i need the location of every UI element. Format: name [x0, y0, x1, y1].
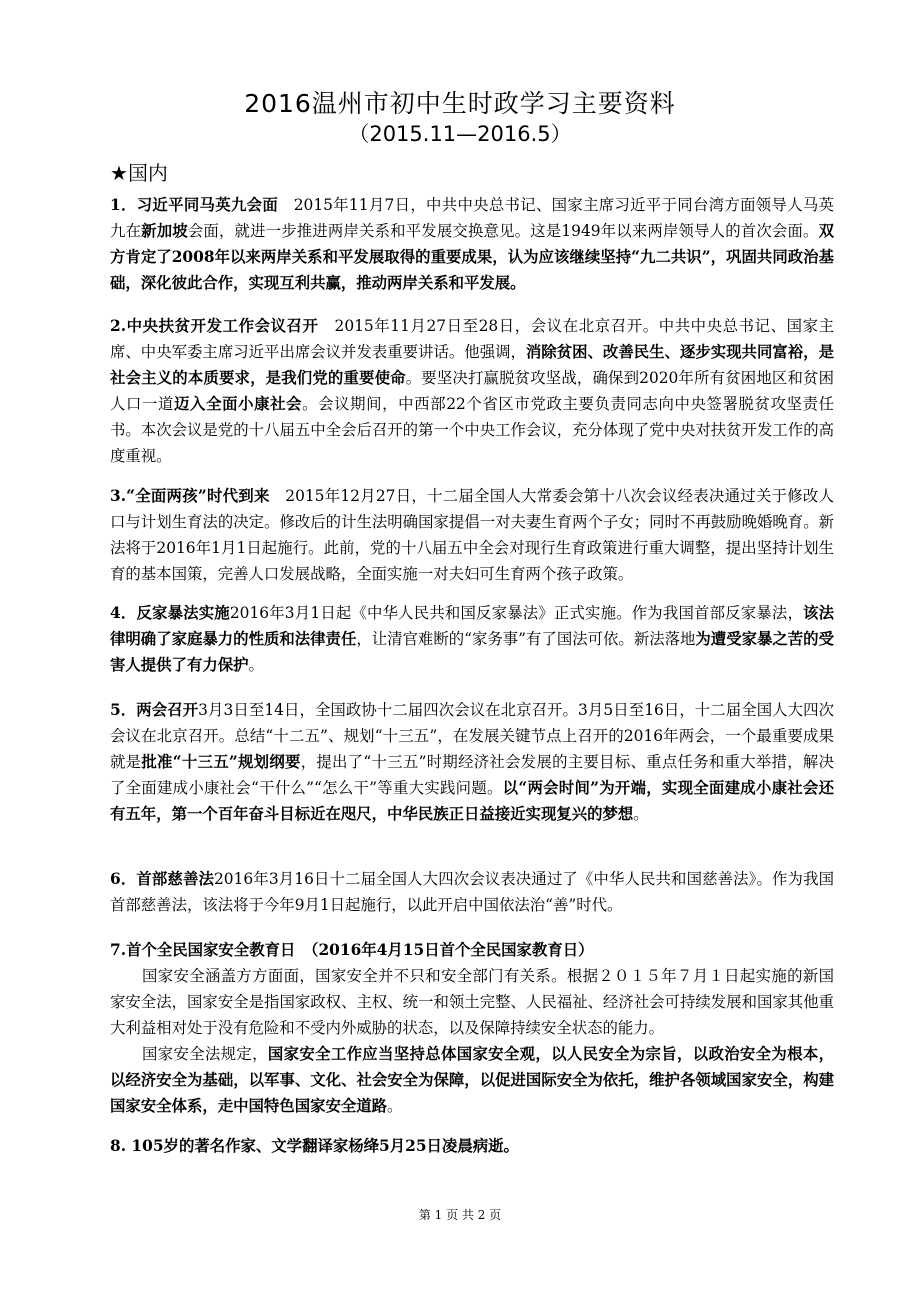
body-text: 2015年11月7日，中共中央总书记、国家主席习近平于同台湾方面领导人马英九在: [110, 196, 834, 240]
bold-text: 4．反家暴法实施: [110, 604, 230, 622]
page-title: 2016温州市初中生时政学习主要资料: [244, 89, 676, 118]
body-text: ，提出了“十三五”时期经济社会发展的主要目标、重点任务和重大举措，解决了全面建成小康社会“干什么”“怎么干”等重大实践问题。: [110, 753, 834, 797]
bold-text: 7.首个全民国家安全教育日 （2016年4月15日首个全民国家教育日）: [110, 941, 594, 959]
news-item-4: [110, 600, 834, 678]
bold-text: 该法律明确了家庭暴力的性质和法律责任: [110, 604, 834, 648]
section-label: 国内: [127, 161, 168, 185]
body-text: 。: [633, 805, 649, 823]
news-item-2: [110, 313, 834, 469]
body-text: 2016年3月16日十二届全国人大四次会议表决通过了《中华人民共和国慈善法》。作为我国首部慈善法，该法将于今年9月1日起施行，以此开启中国依法治“善”时代。: [110, 870, 834, 914]
body-text: 2015年11月27日至28日，会议在北京召开。中共中央总书记、国家主席、中央军委主席习近平出席会议并发表重要讲话。他强调，: [110, 317, 834, 361]
news-item-6: [110, 866, 834, 918]
news-item-3: [110, 483, 834, 587]
body-text: 。会议期间，中西部22个省区市党政主要负责同志向中央签署脱贫攻坚责任书。本次会议是党的十八届五中全会后召开的第一个中央工作会议，充分体现了党中央对扶贫开发工作的高度重视。: [110, 395, 834, 465]
bold-text: 新加坡: [141, 222, 188, 240]
bold-text: 6．首部慈善法: [110, 870, 214, 888]
bold-text: 迈入全面小康社会: [174, 395, 303, 413]
bold-text: 以“两会时间”为开端，实现全面建成小康社会还有五年，第一个百年奋斗目标近在咫尺，中华民族正日益接近实现复兴的梦想: [110, 779, 834, 823]
bold-text: 5．两会召开: [110, 701, 199, 719]
bold-text: 为遭受家暴之苦的受害人提供了有力保护: [110, 630, 834, 674]
body-text: 。: [248, 656, 264, 674]
bold-text: 8. 105岁的著名作家、文学翻译家杨绛5月25日凌晨病逝。: [110, 1137, 519, 1155]
body-text: 国家安全法规定，: [142, 1045, 268, 1063]
page-subtitle: （2015.11—2016.5）: [348, 122, 572, 146]
bold-text: 双方肯定了2008年以来两岸关系和平发展取得的重要成果，认为应该继续坚持“九二共识”，巩固共同政治基础，深化彼此合作，实现互利共赢，推动两岸关系和平发展。: [110, 222, 834, 292]
news-item-5: [110, 697, 834, 827]
bold-text: 国家安全工作应当坚持总体国家安全观，以人民安全为宗旨，以政治安全为根本，以经济安全为基础，以军事、文化、社会安全为保障，以促进国际安全为依托，维护各领域国家安全，构建国家安全体系，走中国特色国家安全道路: [110, 1045, 834, 1115]
bold-text: 批准“十三五”规划纲要: [141, 753, 301, 771]
paragraph: [110, 1041, 834, 1119]
body-text: 会面，就进一步推进两岸关系和平发展交换意见。这是1949年以来两岸领导人的首次会面。: [187, 222, 819, 240]
news-item-8: [110, 1133, 834, 1159]
bold-text: 消除贫困、改善民生、逐步实现共同富裕，是社会主义的本质要求，是我们党的重要使命: [110, 343, 834, 387]
body-text: ，让清官难断的“家务事”有了国法可依。新法落地: [356, 630, 696, 648]
bold-text: 3.“全面两孩”时代到来: [110, 487, 270, 505]
bold-text: 2.中央扶贫开发工作会议召开: [110, 317, 319, 335]
page-footer: 第 1 页 共 2 页: [418, 1208, 502, 1222]
star-icon: ★: [110, 161, 128, 185]
section-heading: [110, 157, 168, 186]
body-text: 2015年12月27日，十二届全国人大常委会第十八次会议经表决通过关于修改人口与计划生育法的决定。修改后的计生法明确国家提倡一对夫妻生育两个子女；同时不再鼓励晚婚晚育。新法将于2016年1月1日起施行。此前，党的十八届五中全会对现行生育政策进行重大调整，提出坚持计划生育的基本国策，完善人口发展战略，全面实施一对夫妇可生育两个孩子政策。: [110, 487, 834, 583]
body-text: 。: [387, 1097, 403, 1115]
news-item-7: [110, 937, 834, 1119]
body-text: 2016年3月1日起《中华人民共和国反家暴法》正式实施。作为我国首部反家暴法，: [229, 604, 804, 622]
body-text: 国家安全涵盖方方面面，国家安全并不只和安全部门有关系。根据２０１５年７月１日起实施的新国家安全法，国家安全是指国家政权、主权、统一和领土完整、人民福祉、经济社会可持续发展和国家其他重大利益相对处于没有危险和不受内外威胁的状态，以及保障持续安全状态的能力。: [110, 967, 834, 1037]
body-text: 3月3日至14日，全国政协十二届四次会议在北京召开。3月5日至16日，十二届全国人大四次会议在北京召开。总结“十二五”、规划“十三五”，在发展关键节点上召开的2016年两会，一个最重要成果就是: [110, 701, 834, 771]
news-item-1: [110, 192, 834, 296]
paragraph: [110, 963, 834, 1041]
body-text: 。要坚决打赢脱贫攻坚战，确保到2020年所有贫困地区和贫困人口一道: [110, 369, 834, 413]
bold-text: 1．习近平同马英九会面: [110, 196, 279, 214]
